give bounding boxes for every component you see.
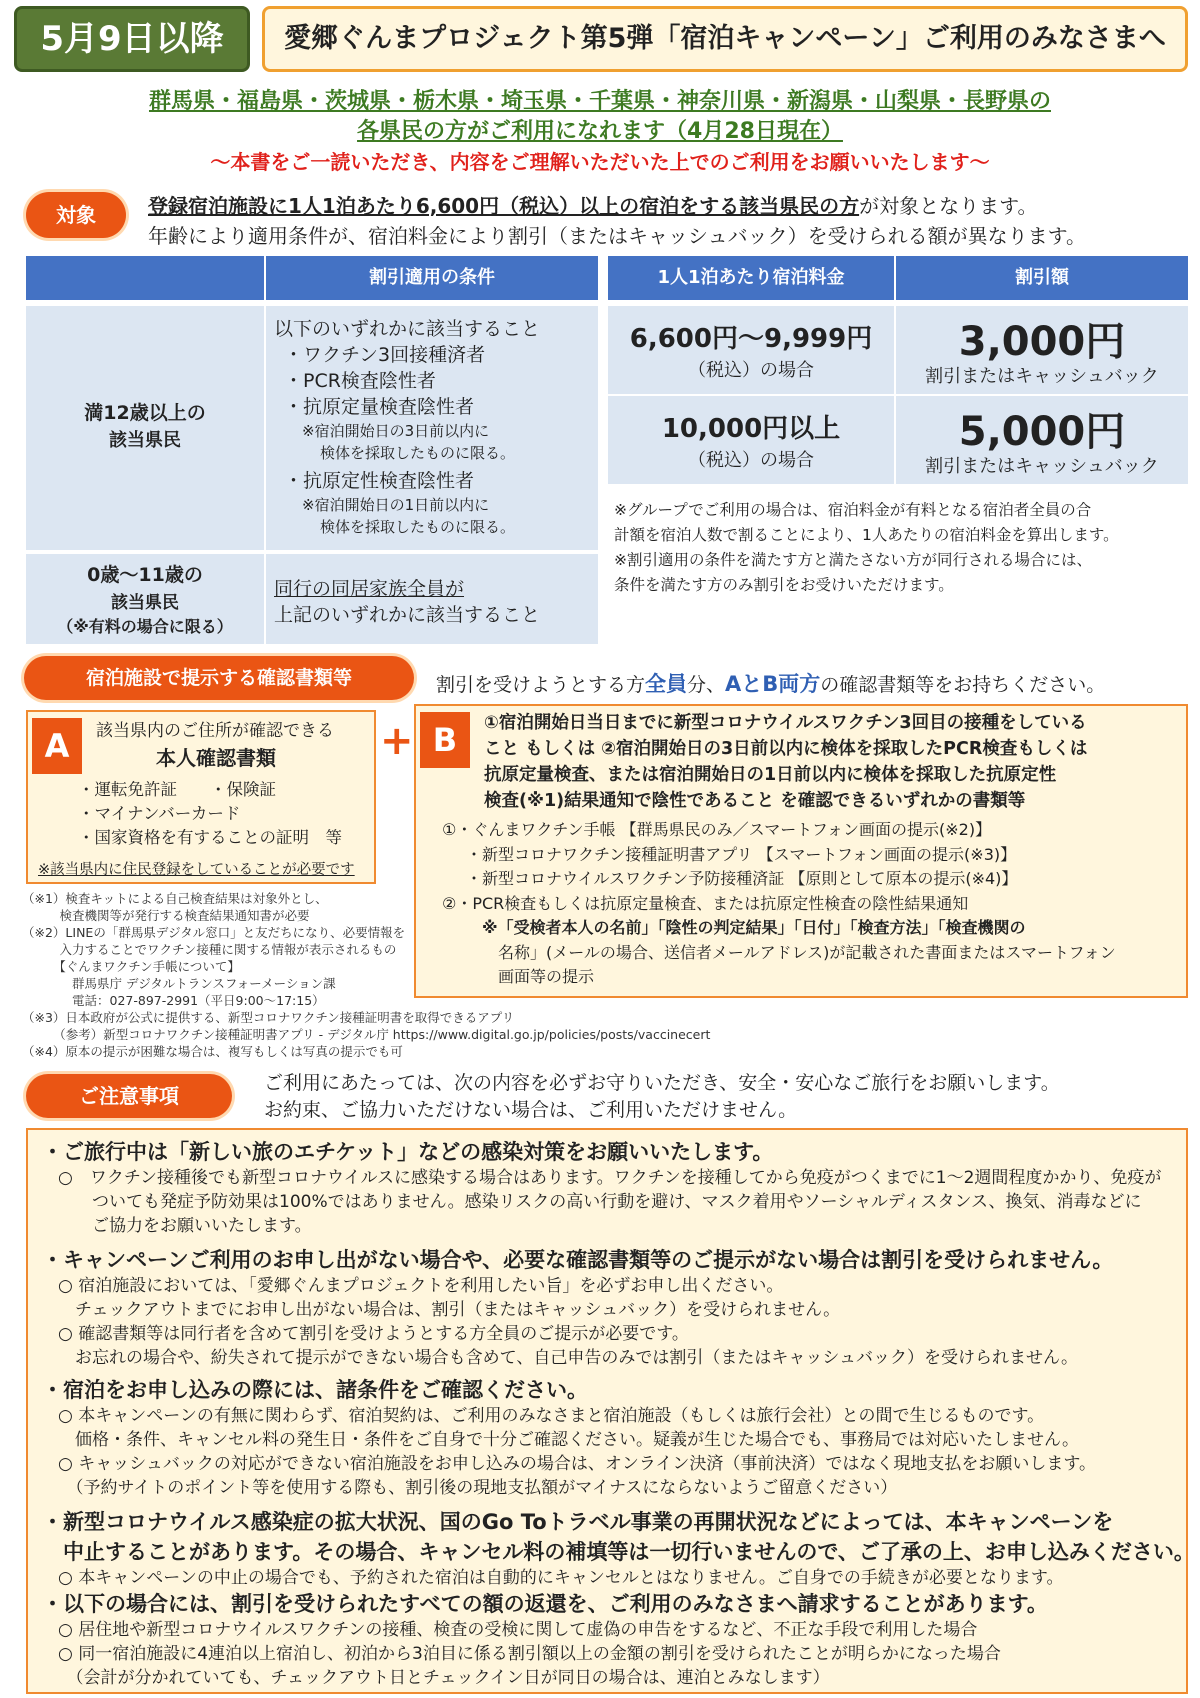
- header-condition: 割引適用の条件: [266, 256, 598, 300]
- caution-box: ・ご旅行中は「新しい旅のエチケット」などの感染対策をお願いいたします。 ○ ワクチン接種後でも新型コロナウイルスに感染する場合はあります。ワクチンを接種してから免疫がつくまでに1～2週間程度かかり、免疫が ついても発症予防効果は100%ではありません。感染リスクの高い行動を避け、マスク着用やソーシャルディスタンス、換気、消毒などに ご協力をお願いいたします。 ・キャンペーンご利用のお申し出がない場合や、必要な確認書類等のご提示がない場合は割引を受けられません。 ○ 宿泊施設においては、「愛郷ぐんまプロジェクトを利用したい旨」を必ずお申し出ください。 チェックアウトまでにお申し出がない場合は、割引（またはキャッシュバック）を受けられません。 ○ 確認書類等は同行者を含めて割引を受けようとする方全員のご提示が必要です。 お忘れの場合や、紛失されて提示ができない場合も含めて、自己申告のみでは割引（またはキャッシュバック）を受けられません。 ・宿泊をお申し込みの際には、諸条件をご確認ください。 ○ 本キャンペーンの有無に関わらず、宿泊契約は、ご利用のみなさまと宿泊施設（もしくは旅行会社）との間で生じるものです。 価格・条件、キャンセル料の発生日・条件をご自身で十分ご確認ください。疑義が生じた場合でも、事務局では対応いたしません。 ○ キャッシュバックの対応ができない宿泊施設をお申し込みの場合は、オンライン決済（事前決済）ではなく現地支払をお願いします。 （予約サイトのポイント等を使用する際も、割引後の現地支払額がマイナスにならないようご留意ください） ・新型コロナウイルス感染症の拡大状況、国のGo Toトラベル事業の再開状況などによっては、本キャンペーンを 中止することがあります。その場合、キャンセル料の補填等は一切行いませんので、ご了承の上、お申し込みください。 ○ 本キャンペーンの中止の場合でも、予約された宿泊は自動的にキャンセルとはなりません。ご自身での手続きが必要となります。 ・以下の場合には、割引を受けられたすべての額の返還を、ご利用のみなさまへ請求することがあります。 ○ 居住地や新型コロナウイルスワクチンの接種、検査の受検に関して虚偽の申告をするなど、不正な手段で利用した場合 ○ 同一宿泊施設に4連泊以上宿泊し、初泊から3泊目に係る割引額以上の金額の割引を受けられたことが明らかになった場合 （会計が分かれていても、チェックアウト日とチェックイン日が同日の場合は、連泊とみなします）: [26, 1128, 1188, 1694]
- date-badge: 5月9日以降: [14, 6, 250, 72]
- child-label-cell: 0歳～11歳の 該当県民 （※有料の場合に限る）: [26, 554, 264, 644]
- prefectures-line-1: 群馬県・福島県・茨城県・栃木県・埼玉県・千葉県・神奈川県・新潟県・山梨県・長野県の: [148, 89, 1051, 114]
- box-b: B ①宿泊開始日当日までに新型コロナウイルスワクチン3回目の接種をしている こと もしくは ②宿泊開始日の3日前以内に検体を採取したPCR検査もしくは 抗原定量検査、または宿泊開始日の1日前以内に検体を採取した抗原定性 検査(※1)結果通知で陰性であること を確認できるいずれかの書類等 ①・ぐんまワクチン手帳 【群馬県民のみ／スマートフォン画面の提示(※2)】 ・新型コロナワクチン接種証明書アプリ 【スマートフォン画面の提示(※3)】 ・新型コロナウイルスワクチン予防接種済証 【原則として原本の提示(※4)】 ②・PCR検査もしくは抗原定量検査、または抗原定性検査の陰性結果通知 ※「受検者本人の名前」「陰性の判定結果」「日付」「検査方法」「検査機関の 名称」(メールの場合、送信者メールアドレス)が記載された書面またはスマートフォン 画面等の提示: [414, 704, 1188, 998]
- target-line-1: 登録宿泊施設に1人1泊あたり6,600円（税込）以上の宿泊をする該当県民の方が対象となります。: [148, 194, 1038, 218]
- header-empty: [26, 256, 264, 300]
- box-b-letter: B: [420, 712, 470, 768]
- adult-label-cell: 満12歳以上の 該当県民: [26, 306, 264, 550]
- caution-label: ご注意事項: [26, 1074, 232, 1118]
- price-cell-1: 6,600円～9,999円 （税込）の場合: [608, 306, 894, 394]
- target-line-2: 年齢により適用条件が、宿泊料金により割引（またはキャッシュバック）を受けられる額が異なります。: [148, 224, 1086, 248]
- target-label: 対象: [26, 192, 126, 238]
- documents-intro: 割引を受けようとする方全員分、AとB両方の確認書類等をお持ちください。: [436, 672, 1106, 696]
- plus-icon: +: [380, 718, 414, 764]
- prefectures-line-2: 各県民の方がご利用になれます（4月28日現在）: [357, 119, 843, 144]
- footnotes: （※1）検査キットによる自己検査結果は対象外とし、 検査機関等が発行する検査結果通知書が必要 （※2）LINEの「群馬県デジタル窓口」と友だちになり、必要情報を 入力することでワクチン接種に関する情報が表示されるもの 【ぐんまワクチン手帳について】 群馬県庁 デジタルトランスフォーメーション課 電話：027-897-2991（平日9:00～17:15） （※3）日本政府が公式に提供する、新型コロナワクチン接種証明書を取得できるアプリ （参考）新型コロナワクチン接種証明書アプリ - デジタル庁 https://www.digital.go.jp/policies/posts/vaccinecert （※4）原本の提示が困難な場合は、複写もしくは写真の提示でも可: [22, 891, 711, 1059]
- header-price: 1人1泊あたり宿泊料金: [608, 256, 894, 300]
- box-a-letter: A: [32, 718, 82, 774]
- page-title: 愛郷ぐんまプロジェクト第5弾「宿泊キャンペーン」ご利用のみなさまへ: [262, 6, 1188, 72]
- discount-cell-1: 3,000円 割引またはキャッシュバック: [896, 306, 1188, 394]
- child-condition-cell: 同行の同居家族全員が 上記のいずれかに該当すること: [266, 554, 598, 644]
- box-a: A 該当県内のご住所が確認できる 本人確認書類 ・運転免許証 ・保険証 ・マイナンバーカード ・国家資格を有することの証明 等 ※該当県内に住民登録をしていることが必要です: [26, 710, 376, 884]
- header-discount: 割引額: [896, 256, 1188, 300]
- price-cell-2: 10,000円以上 （税込）の場合: [608, 396, 894, 484]
- group-note: ※グループでご利用の場合は、宿泊料金が有料となる宿泊者全員の合 計額を宿泊人数で割ることにより、1人あたりの宿泊料金を算出します。 ※割引適用の条件を満たす方と満たさない方が同行される場合には、 条件を満たす方のみ割引をお受けいただけます。: [614, 501, 1119, 594]
- discount-cell-2: 5,000円 割引またはキャッシュバック: [896, 396, 1188, 484]
- read-notice: ～本書をご一読いただき、内容をご理解いただいた上でのご利用をお願いいたします～: [210, 150, 990, 174]
- documents-label: 宿泊施設で提示する確認書類等: [24, 656, 414, 700]
- adult-conditions-cell: 以下のいずれかに該当すること ・ワクチン3回接種済者 ・PCR検査陰性者 ・抗原定量検査陰性者 ※宿泊開始日の3日前以内に 検体を採取したものに限る。 ・抗原定性検査陰性者 ※宿泊開始日の1日前以内に 検体を採取したものに限る。: [266, 306, 598, 550]
- caution-intro: ご利用にあたっては、次の内容を必ずお守りいただき、安全・安心なご旅行をお願いします。 お約束、ご協力いただけない場合は、ご利用いただけません。: [264, 1072, 1060, 1121]
